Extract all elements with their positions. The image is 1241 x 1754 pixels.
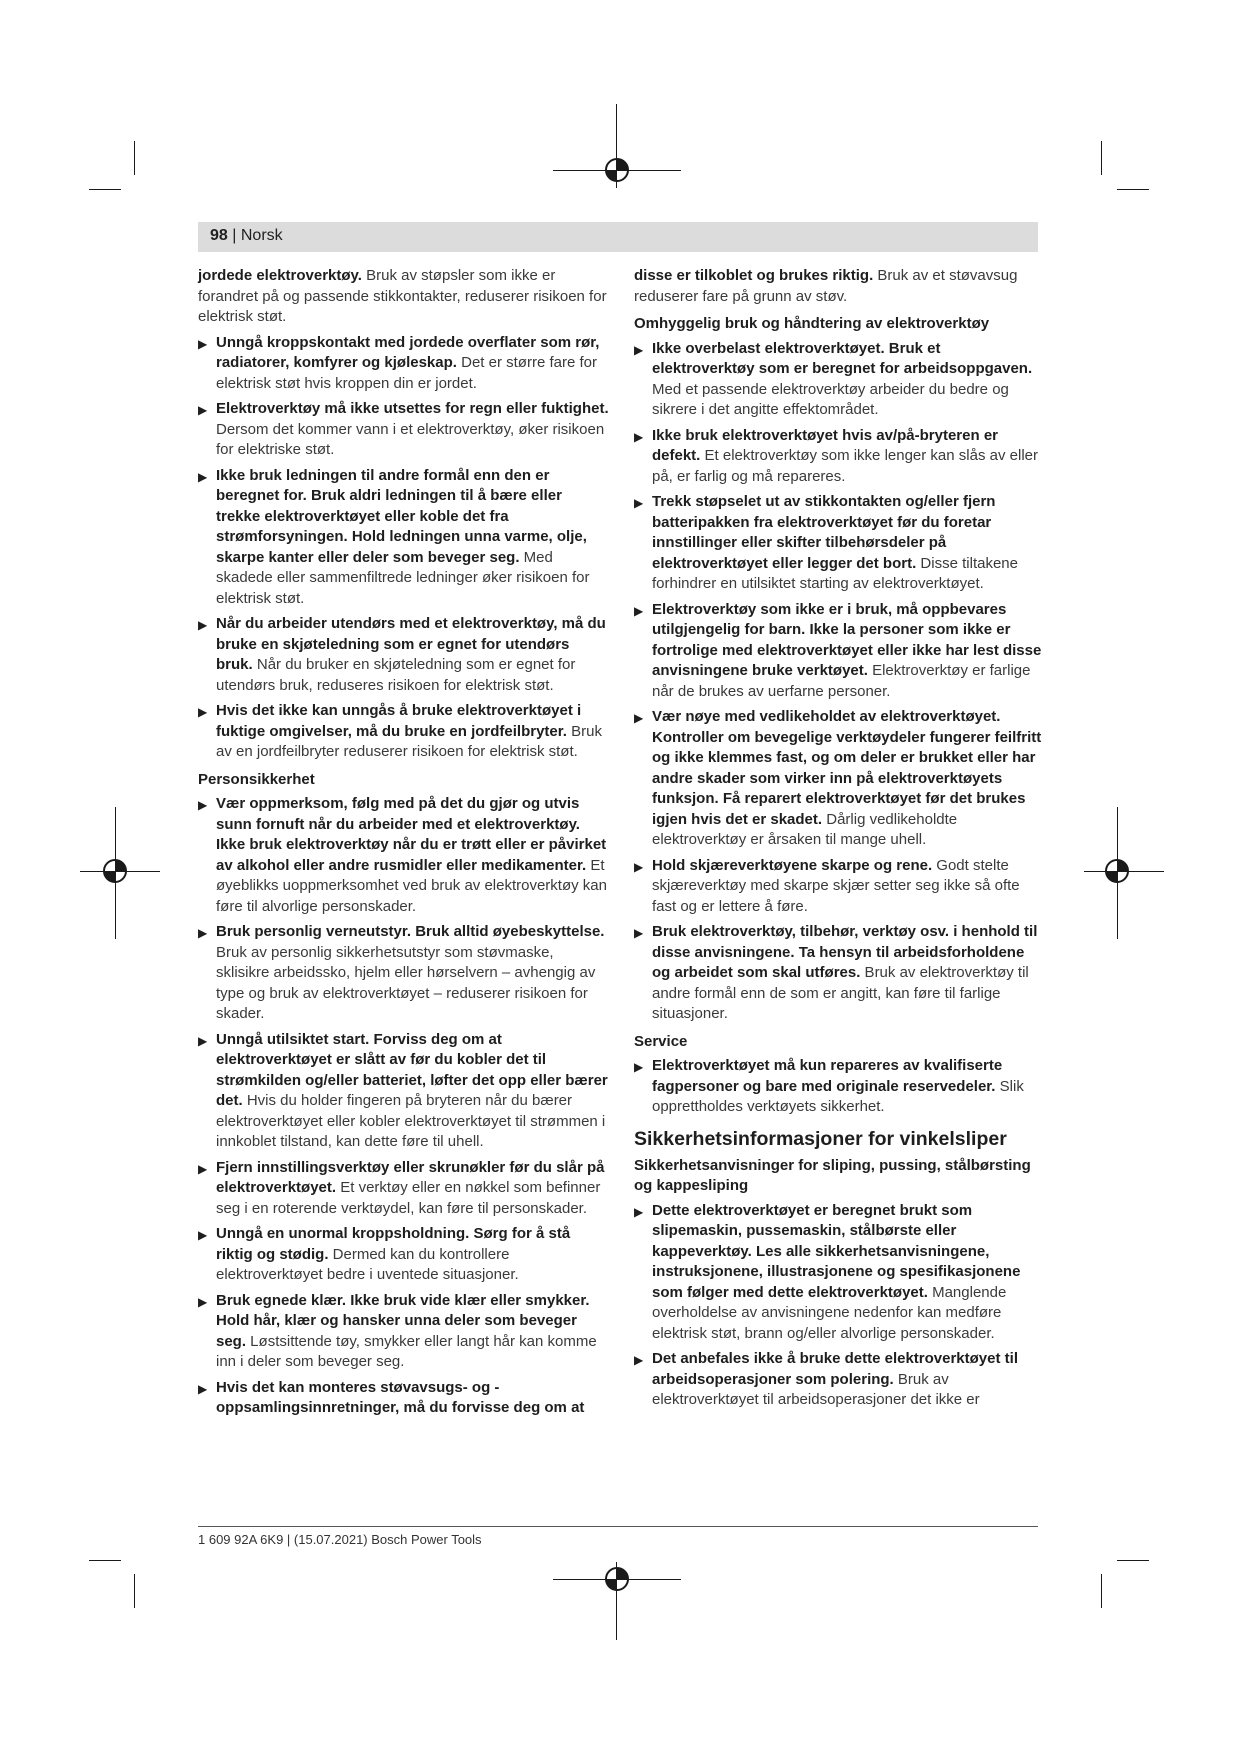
bold-text: disse er tilkoblet og brukes riktig. bbox=[634, 267, 874, 284]
bullet-arrow-icon: ▶ bbox=[634, 926, 644, 940]
body-text: Bruk av en jordfeilbryter reduserer risikoen for elektrisk støt. bbox=[216, 722, 602, 760]
paragraph bbox=[198, 266, 610, 328]
bullet-arrow-icon: ▶ bbox=[198, 336, 208, 351]
bold-text: jordede elektroverktøy. bbox=[198, 267, 362, 284]
bullet-item bbox=[634, 1201, 1046, 1345]
bold-text: Når du arbeider utendørs med et elektroverktøy, må du bruke en skjøteledning som er egnet for utendørs bruk. bbox=[216, 615, 606, 673]
body-text: Dårlig vedlikeholdte elektroverktøy er årsaken til mange uhell. bbox=[652, 810, 958, 848]
bold-text: Trekk støpselet ut av stikkontakten og/eller fjern batteripakken fra elektroverktøyet før du foretar innstillinger eller skifter tilbehørsdeler på elektroverktøyet eller legger det bort. bbox=[652, 493, 996, 572]
body-text: Manglende overholdelse av anvisningene nedenfor kan medføre elektrisk støt, brann og/eller alvorlige personskader. bbox=[652, 1283, 1007, 1342]
bold-text: Hvis det ikke kan unngås å bruke elektroverktøyet i fuktige omgivelser, må du bruke en jordfeilbryter. bbox=[216, 702, 582, 740]
bullet-item bbox=[634, 600, 1046, 703]
bullet-item bbox=[198, 794, 610, 917]
section-title-angle-grinder: Sikkerhetsinformasjoner for vinkelsliper bbox=[634, 1127, 1007, 1150]
bullet-arrow-icon: ▶ bbox=[634, 342, 644, 357]
bullet-arrow-icon: ▶ bbox=[634, 429, 644, 444]
bullet-item bbox=[198, 333, 610, 395]
header-separator: | bbox=[232, 227, 237, 244]
bold-text: Unngå utilsiktet start. Forviss deg om at elektroverktøyet er slått av før du kobler det til strømkilden og/eller batteriet, løfter det opp eller bærer det. bbox=[216, 1030, 608, 1109]
bullet-item bbox=[198, 1224, 610, 1286]
bullet-arrow-icon: ▶ bbox=[634, 1060, 644, 1074]
bold-text: Bruk elektroverktøy, tilbehør, verktøy osv. i henhold til disse anvisningene. Ta hensyn til arbeidsforholdene og arbeidet som skal utføres. bbox=[652, 923, 1038, 981]
body-text: Når du bruker en skjøteledning som er egnet for utendørs bruk, reduseres risikoen for elektrisk støt. bbox=[216, 656, 576, 694]
bold-text: Bruk personlig verneutstyr. Bruk alltid øyebeskyttelse. bbox=[216, 923, 605, 940]
body-text: Bruk av personlig sikkerhetsutstyr som støvmaske, sklisikre arbeidssko, hjelm eller hørselvern – avhengig av type og bruk av elektroverktøyet – reduserer risikoen for skader. bbox=[216, 943, 596, 1022]
right-column bbox=[634, 266, 1046, 1416]
bullet-arrow-icon: ▶ bbox=[198, 1033, 208, 1048]
bullet-item bbox=[198, 1291, 610, 1373]
body-text: Bruk av støpsler som ikke er forandret på og passende stikkontakter, reduserer risikoen for elektrisk støt. bbox=[198, 267, 607, 325]
bullet-list bbox=[634, 1201, 1046, 1411]
section-heading-tool-care: Omhyggelig bruk og håndtering av elektroverktøy bbox=[634, 315, 990, 332]
bold-text: Bruk egnede klær. Ikke bruk vide klær eller smykker. Hold hår, klær og hansker unna deler som beveger seg. bbox=[216, 1291, 590, 1350]
bullet-arrow-icon: ▶ bbox=[198, 469, 208, 484]
crop-mark bbox=[1101, 1574, 1102, 1608]
bold-text: Ikke bruk ledningen til andre formål enn den er beregnet for. Bruk aldri ledningen til å bære eller trekke elektroverktøyet eller koble det fra strømforsyningen. Hold ledningen unna varme, olje, skarpe kanter eller deler som beveger seg. bbox=[216, 466, 587, 566]
registration-target-icon bbox=[97, 853, 133, 889]
bullet-item bbox=[198, 922, 610, 1025]
bullet-item bbox=[198, 399, 610, 461]
bullet-item bbox=[198, 614, 610, 696]
bullet-item bbox=[634, 426, 1046, 488]
bullet-arrow-icon: ▶ bbox=[634, 711, 644, 725]
crop-mark bbox=[89, 1560, 121, 1561]
bullet-arrow-icon: ▶ bbox=[634, 859, 644, 874]
subsection-heading-grinding: Sikkerhetsanvisninger for sliping, pussing, stålbørsting og kappesliping bbox=[634, 1156, 1031, 1194]
header-language: Norsk bbox=[240, 227, 283, 244]
bullet-item bbox=[634, 1349, 1046, 1411]
crop-mark bbox=[1117, 189, 1149, 190]
bullet-arrow-icon: ▶ bbox=[198, 403, 208, 417]
page-number: 98 bbox=[210, 227, 228, 244]
bold-text: Elektroverktøy må ikke utsettes for regn eller fuktighet. bbox=[216, 400, 609, 417]
page-header-label bbox=[210, 227, 283, 245]
bullet-arrow-icon: ▶ bbox=[198, 705, 208, 719]
body-text: Bruk av et støvavsug reduserer fare på grunn av støv. bbox=[634, 267, 1018, 305]
section-heading-personal-safety: Personsikkerhet bbox=[198, 770, 315, 788]
bullet-list bbox=[198, 333, 610, 763]
bullet-arrow-icon: ▶ bbox=[634, 1204, 644, 1219]
body-text: Dermed kan du kontrollere elektroverktøyet bedre i uventede situasjoner. bbox=[216, 1245, 519, 1283]
left-column bbox=[198, 266, 610, 1424]
bullet-arrow-icon: ▶ bbox=[634, 1353, 644, 1367]
bullet-item bbox=[198, 1158, 610, 1220]
registration-target-icon bbox=[1099, 853, 1135, 889]
bold-text: Det anbefales ikke å bruke dette elektroverktøyet til arbeidsoperasjoner som polering. bbox=[652, 1350, 1018, 1388]
bullet-arrow-icon: ▶ bbox=[198, 1228, 208, 1242]
bullet-item bbox=[634, 707, 1046, 851]
body-text: Et elektroverktøy som ikke lenger kan slås av eller på, er farlig og må repareres. bbox=[652, 447, 1038, 485]
footer-rule bbox=[198, 1526, 1038, 1527]
crop-mark bbox=[89, 189, 121, 190]
body-text: Elektroverktøy er farlige når de brukes av uerfarne personer. bbox=[652, 662, 1031, 700]
bullet-arrow-icon: ▶ bbox=[634, 496, 644, 510]
body-text: Bruk av elektroverktøy til andre formål enn de som er angitt, kan føre til farlige situasjoner. bbox=[652, 964, 1029, 1022]
body-text: Godt stelte skjæreverktøy med skarpe skjær setter seg ikke så ofte fast og er lettere å føre. bbox=[652, 856, 1020, 915]
crop-mark bbox=[134, 141, 135, 175]
bold-text: Ikke bruk elektroverktøyet hvis av/på-bryteren er defekt. bbox=[652, 426, 998, 464]
bullet-arrow-icon: ▶ bbox=[198, 618, 208, 632]
crop-mark bbox=[134, 1574, 135, 1608]
bullet-arrow-icon: ▶ bbox=[198, 1294, 208, 1309]
bullet-list bbox=[198, 794, 610, 1419]
bullet-arrow-icon: ▶ bbox=[198, 926, 208, 940]
body-text: Med et passende elektroverktøy arbeider du bedre og sikrere i det angitte effektområdet. bbox=[652, 380, 1009, 418]
bullet-item bbox=[198, 1378, 610, 1419]
body-text: Et verktøy eller en nøkkel som befinner seg i en roterende verktøydel, kan føre til personskader. bbox=[216, 1179, 601, 1217]
bullet-item bbox=[198, 1030, 610, 1153]
bold-text: Unngå kroppskontakt med jordede overflater som rør, radiatorer, komfyrer og kjøleskap. bbox=[216, 333, 600, 371]
registration-target-icon bbox=[599, 152, 635, 188]
bullet-arrow-icon: ▶ bbox=[198, 798, 208, 812]
bullet-list bbox=[634, 339, 1046, 1025]
bold-text: Elektroverktøy som ikke er i bruk, må oppbevares utilgjengelig for barn. Ikke la personer som ikke er fortrolige med elektroverktøyet eller ikke har lest disse anvisningene bruke verktøyet. bbox=[652, 600, 1042, 679]
body-text: Bruk av elektroverktøyet til arbeidsoperasjoner det ikke er bbox=[652, 1370, 980, 1408]
body-text: Et øyeblikks uoppmerksomhet ved bruk av elektroverktøy kan føre til alvorlige personskader. bbox=[216, 856, 607, 915]
bullet-arrow-icon: ▶ bbox=[198, 1381, 208, 1396]
crop-mark bbox=[1117, 1560, 1149, 1561]
crop-mark bbox=[1101, 141, 1102, 175]
bold-text: Dette elektroverktøyet er beregnet brukt som slipemaskin, pussemaskin, stålbørste eller kappeverktøy. Les alle sikkerhetsanvisningene, instruksjonene, illustrasjonene og spesifikasjonene som følger med dette elektroverktøyet. bbox=[652, 1201, 1021, 1301]
bullet-item bbox=[198, 466, 610, 610]
body-text: Disse tiltakene forhindrer en utilsiktet starting av elektroverktøyet. bbox=[652, 554, 1018, 592]
body-text: Med skadede eller sammenfiltrede ledninger øker risikoen for elektrisk støt. bbox=[216, 548, 590, 607]
bold-text: Hold skjæreverktøyene skarpe og rene. bbox=[652, 856, 933, 874]
body-text: Hvis du holder fingeren på bryteren når du bærer elektroverktøyet eller kobler elektroverktøyet til strømmen i innkoblet tilstand, kan dette føre til uhell. bbox=[216, 1092, 606, 1150]
bullet-item bbox=[634, 492, 1046, 595]
bullet-arrow-icon: ▶ bbox=[634, 603, 644, 618]
section-heading-service: Service bbox=[634, 1032, 688, 1050]
page-header bbox=[198, 222, 1038, 252]
bold-text: Vær oppmerksom, følg med på det du gjør og utvis sunn fornuft når du arbeider med et elektroverktøy. Ikke bruk elektroverktøy når du er trøtt eller er påvirket av alkohol eller andre rusmidler eller medikamenter. bbox=[216, 795, 607, 874]
body-text: Det er større fare for elektrisk støt hvis kroppen din er jordet. bbox=[216, 354, 597, 392]
bullet-item bbox=[634, 339, 1046, 421]
bold-text: Fjern innstillingsverktøy eller skrunøkler før du slår på elektroverktøyet. bbox=[216, 1158, 605, 1196]
bullet-list bbox=[634, 1056, 1046, 1118]
bullet-item bbox=[634, 1056, 1046, 1118]
bold-text: Ikke overbelast elektroverktøyet. Bruk et elektroverktøy som er beregnet for arbeidsoppgaven. bbox=[652, 339, 1033, 377]
bold-text: Hvis det kan monteres støvavsugs- og -oppsamlingsinnretninger, må du forvisse deg om at bbox=[216, 1378, 585, 1416]
body-text: Dersom det kommer vann i et elektroverktøy, øker risikoen for elektriske støt. bbox=[216, 420, 605, 458]
bullet-item bbox=[198, 701, 610, 763]
bullet-item bbox=[634, 856, 1046, 918]
bold-text: Vær nøye med vedlikeholdet av elektroverktøyet. Kontroller om bevegelige verktøydeler fungerer feilfritt og ikke klemmes fast, og om deler er brukket eller har andre skader som virker inn på elektroverktøyets funksjon. Få reparert elektroverktøyet før det brukes igjen hvis det er skadet. bbox=[652, 708, 1042, 828]
bullet-item bbox=[634, 922, 1046, 1025]
body-text: Løstsittende tøy, smykker eller langt hår kan komme inn i deler som beveger seg. bbox=[216, 1332, 597, 1370]
registration-target-icon bbox=[599, 1561, 635, 1597]
bullet-arrow-icon: ▶ bbox=[198, 1161, 208, 1176]
footer-text: 1 609 92A 6K9 | (15.07.2021) Bosch Power Tools bbox=[198, 1532, 482, 1547]
body-text: Slik opprettholdes verktøyets sikkerhet. bbox=[652, 1077, 1024, 1115]
paragraph bbox=[634, 266, 1046, 307]
bold-text: Elektroverktøyet må kun repareres av kvalifiserte fagpersoner og bare med originale reservedeler. bbox=[652, 1057, 1003, 1095]
bold-text: Unngå en unormal kroppsholdning. Sørg for å stå riktig og stødig. bbox=[216, 1225, 571, 1263]
